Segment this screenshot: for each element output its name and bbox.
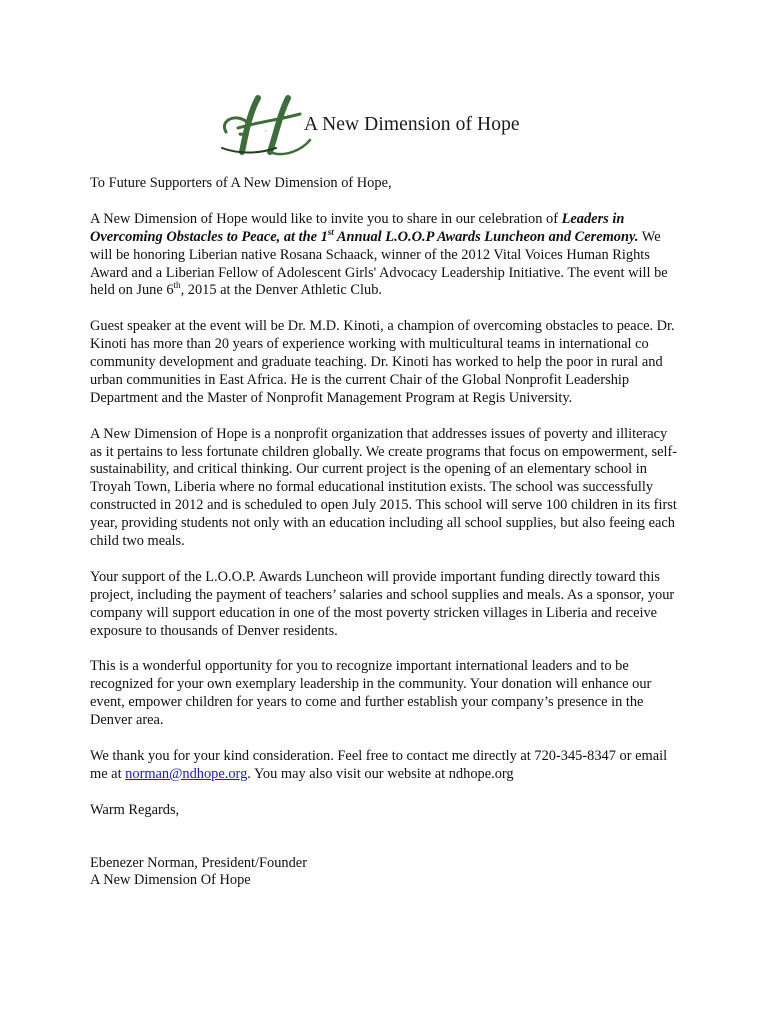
paragraph-organization: A New Dimension of Hope is a nonprofit organization that addresses issues of poverty and illiteracy as it pertains to less fortunate children globally. We create programs that focus on empowerment, self-sustainability, and critical thinking. Our current project is the opening of an elementary school in Troyah Town, Liberia where no formal educational institution exists. The school was successfully constructed in 2012 and is scheduled to open July 2015. This school will serve 100 children in its first year, providing students not only with an education including all school supplies, but also feeing each child two meals. <box>90 425 678 550</box>
paragraph-contact: We thank you for your kind consideration. Feel free to contact me directly at 720-345-8347 or email me at norman@ndhope.org. You may also visit our website at ndhope.org <box>90 747 668 782</box>
organization-logo <box>218 92 528 158</box>
closing: Warm Regards, <box>90 801 180 818</box>
greeting: To Future Supporters of A New Dimension of Hope, <box>90 175 392 191</box>
paragraph-invitation: A New Dimension of Hope would like to invite you to share in our celebration of Leaders in Overcoming Obstacles to Peace, at the 1st Annual L.O.O.P Awards Luncheon and Ceremony. We will be honoring Liberian native Rosana Schaack, winner of the 2012 Vital Voices Human Rights Award and a Liberian Fellow of Adolescent Girls' Advocacy Leadership Initiative. The event will be held on June 6th, 2015 at the Denver Athletic Club. <box>90 210 668 299</box>
paragraph-opportunity: This is a wonderful opportunity for you to recognize important international leaders and to be recognized for your own exemplary leadership in the community. Your donation will enhance our event, empower children for years to come and further establish your company’s presence in the Denver area. <box>90 658 652 729</box>
signature-block <box>90 855 680 891</box>
logo-text: A New Dimension of Hope <box>304 114 520 135</box>
event-title: Leaders in Overcoming Obstacles to Peace, at the 1st Annual L.O.O.P Awards Luncheon and Ceremony. <box>90 210 639 245</box>
monogram-h-icon <box>218 92 314 158</box>
paragraph-speaker: Guest speaker at the event will be Dr. M.D. Kinoti, a champion of overcoming obstacles to peace. Dr. Kinoti has more than 20 years of experience working with multicultural teams in international co community development and graduate teaching. Dr. Kinoti has worked to help the poor in rural and urban communities in East Africa. He is the current Chair of the Global Nonprofit Leadership Department and the Master of Nonprofit Management Program at Regis University. <box>90 318 675 406</box>
signature-name: Ebenezer Norman, President/Founder <box>90 854 307 871</box>
signature-organization: A New Dimension Of Hope <box>90 872 251 889</box>
email-link[interactable]: norman@ndhope.org <box>125 765 248 782</box>
letter-body <box>90 175 680 908</box>
svg-text:H: H <box>265 131 267 133</box>
paragraph-support: Your support of the L.O.O.P. Awards Luncheon will provide important funding directly toward this project, including the payment of teachers’ salaries and school supplies and meals. As a sponsor, your company will support education in one of the most poverty stricken villages in Liberia and receive exposure to thousands of Denver residents. <box>90 568 675 639</box>
